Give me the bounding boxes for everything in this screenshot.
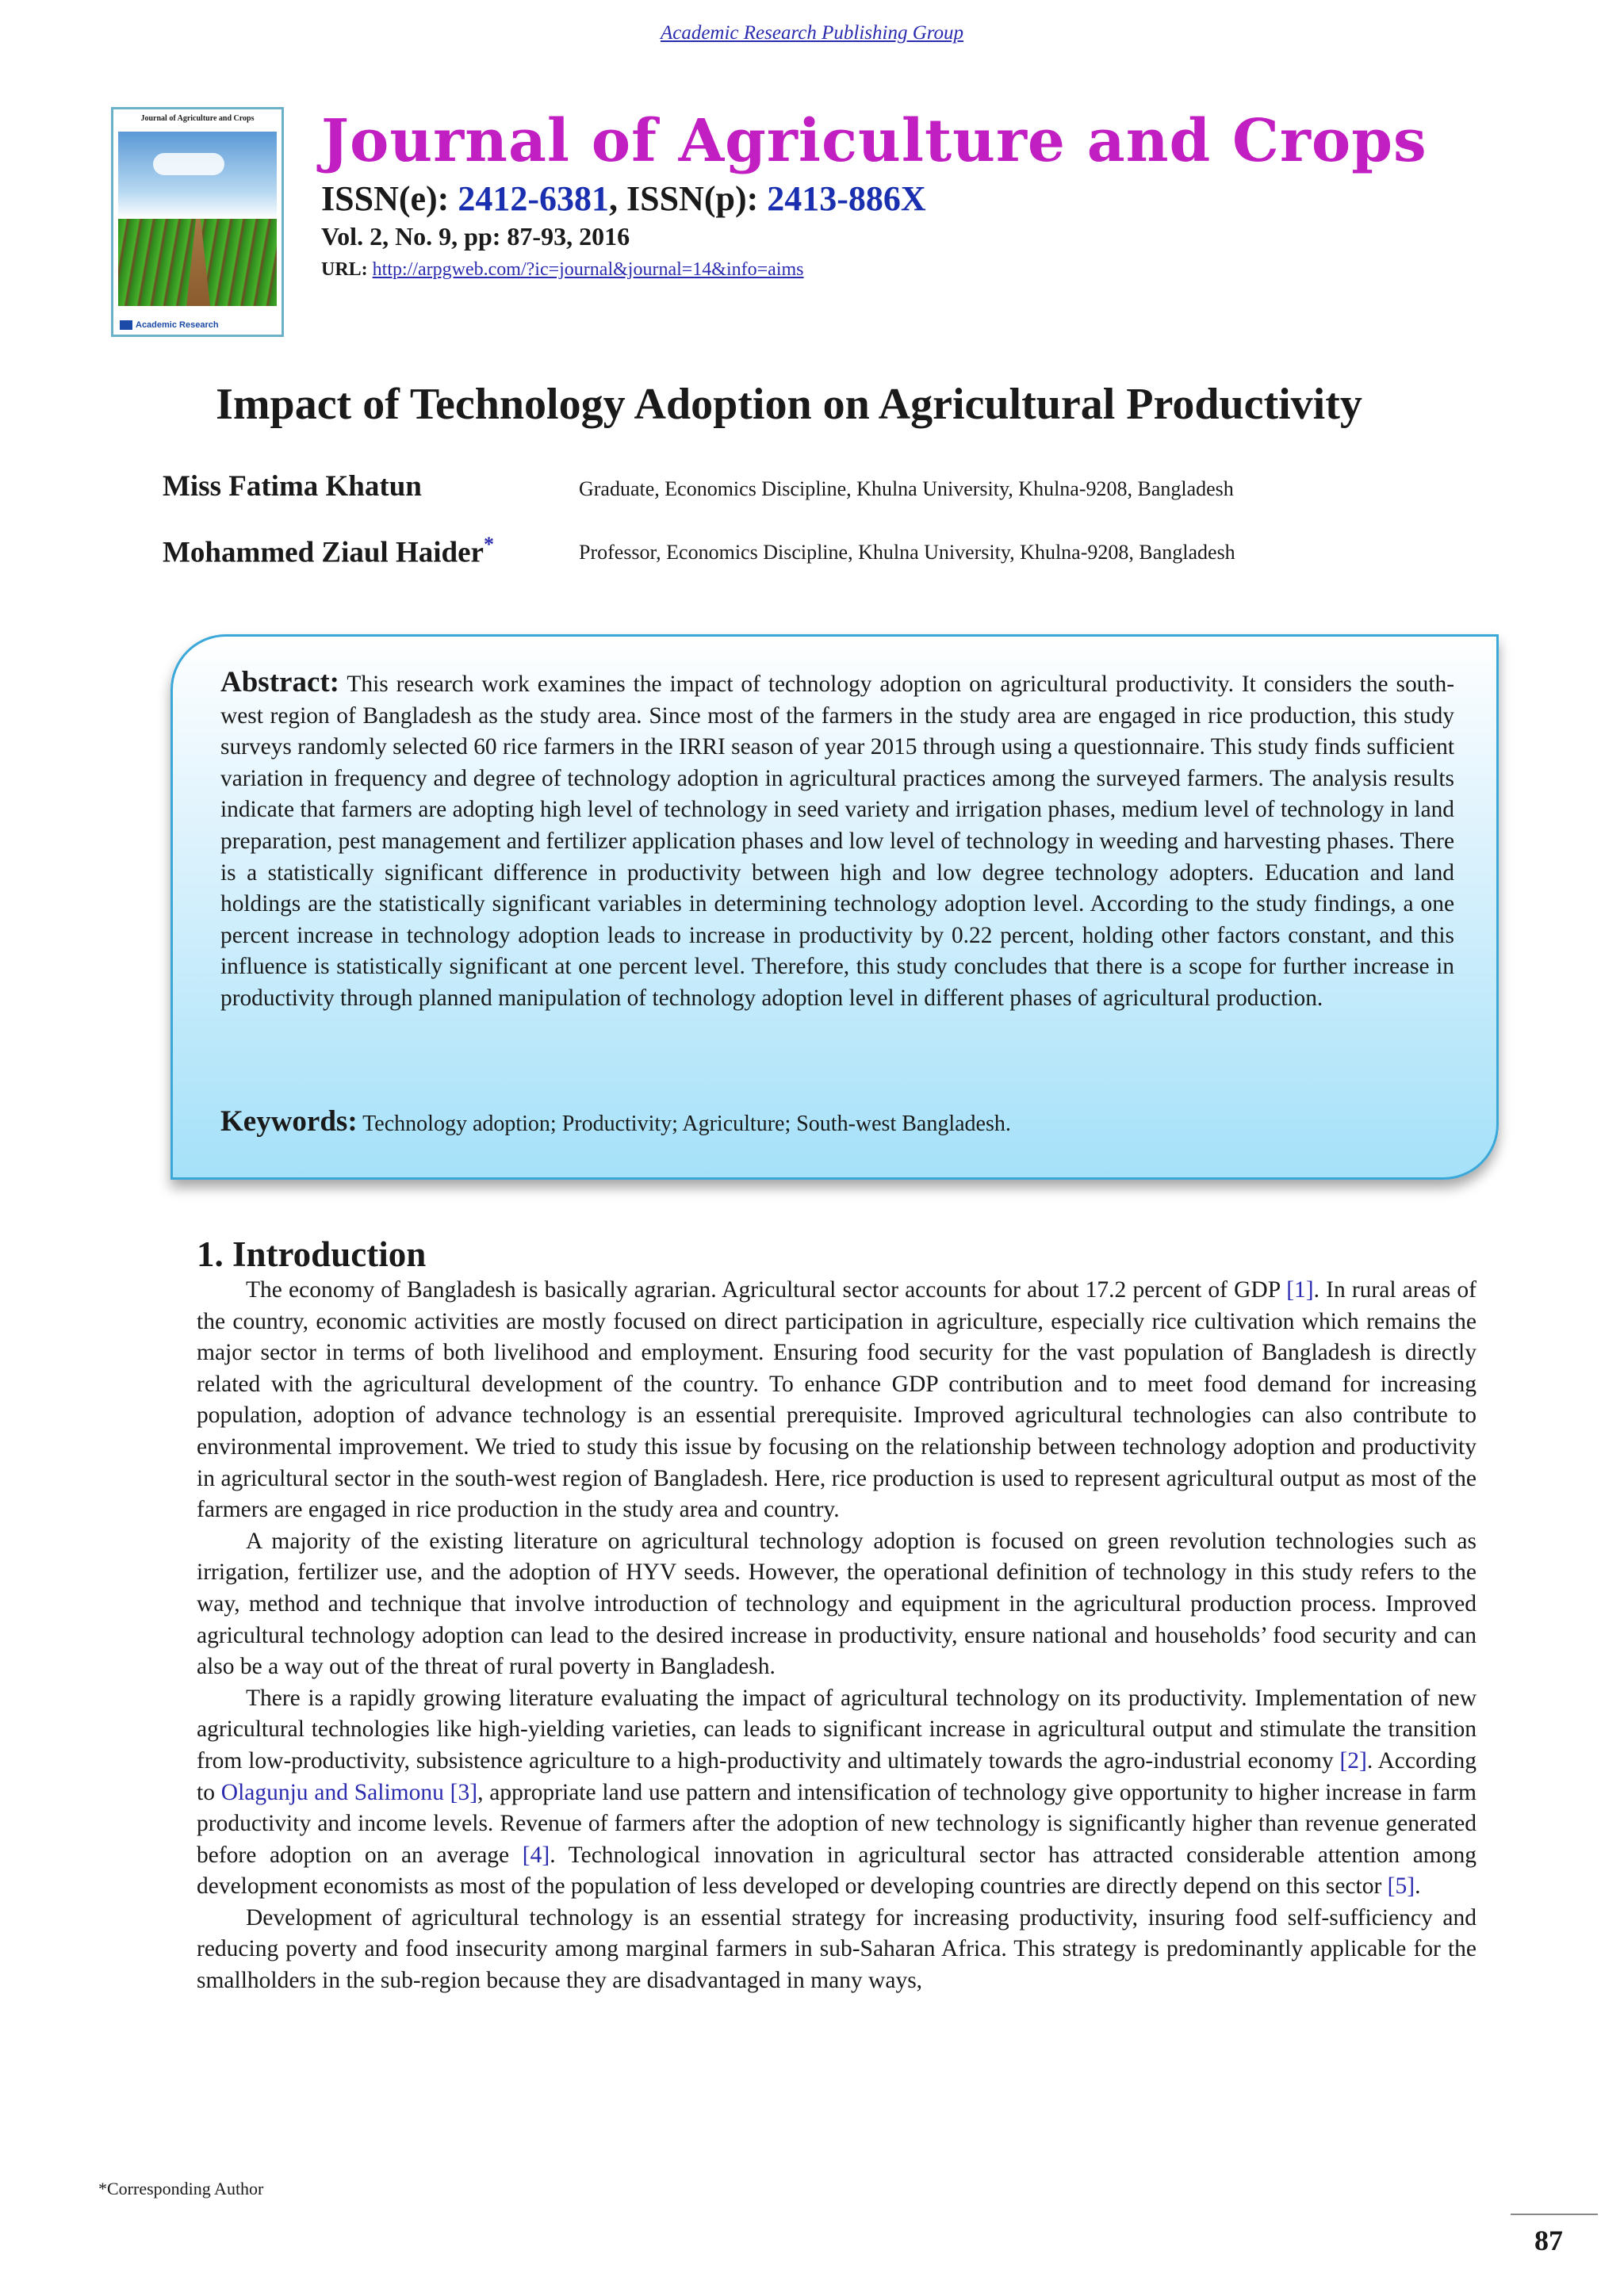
text-run: There is a rapidly growing literature evaluating the impact of agricultural technology on its productivity. Implementation of new agricultural technologies like high-yielding varieties, can leads to significant increase in agricultural output and stimulate the transition from low-productivity, subsistence agriculture to a high-productivity and ultimately towards the agro-industrial economy <box>197 1685 1477 1774</box>
volume-info: Vol. 2, No. 9, pp: 87-93, 2016 <box>321 222 630 251</box>
citation-link[interactable]: [1] <box>1286 1277 1314 1303</box>
issn-line <box>321 178 926 219</box>
abstract-label: Abstract: <box>220 666 340 698</box>
paragraph: A majority of the existing literature on agricultural technology adoption is focused on green revolution technologies such as irrigation, fertilizer use, and the adoption of HYV seeds. However, the operational definition of technology in this study refers to the way, method and technique that involve introduction of technology and equipment in the agricultural production process. Improved agricultural technology adoption can lead to the desired increase in productivity, ensure national and households’ food security and can also be a way out of the threat of rural poverty in Bangladesh. <box>197 1528 1477 1680</box>
text-run: . According to <box>197 1747 1477 1805</box>
abstract-box <box>170 634 1499 1180</box>
issn-e-label: ISSN(e): <box>321 179 458 218</box>
text-run: , appropriate land use pattern and intensification of technology give opportunity to higher increase in farm productivity and income levels. Revenue of farmers after the adoption of new technology is significantly higher than revenue generated before adoption on an average <box>197 1779 1477 1868</box>
keywords-text: Technology adoption; Productivity; Agriculture; South-west Bangladesh. <box>362 1112 1011 1136</box>
author-name-corresponding <box>163 533 494 569</box>
journal-cover-image <box>111 107 284 337</box>
paragraph: Development of agricultural technology is an essential strategy for increasing productivity, insuring food self-sufficiency and reducing poverty and food insecurity among marginal farmers in sub-Saharan Africa. This strategy is predominantly applicable for the smallholders in the sub-region because they are disadvantaged in many ways, <box>197 1904 1477 1994</box>
citation-link[interactable]: [4] <box>522 1842 550 1868</box>
abstract-body <box>220 667 1454 1015</box>
citation-link[interactable]: Olagunju and Salimonu [3] <box>220 1779 478 1805</box>
paragraph <box>197 1683 1477 1903</box>
citation-link[interactable]: [2] <box>1339 1747 1367 1774</box>
abstract-text: This research work examines the impact of technology adoption on agricultural productivity. It considers the south-west region of Bangladesh as the study area. Since most of the farmers in the study area are engaged in rice production, this study surveys randomly selected 60 rice farmers in the IRRI season of year 2015 through using a questionnaire. This study finds sufficient variation in frequency and degree of technology adoption in agricultural practices among the surveyed farmers. The analysis results indicate that farmers are adopting high level of technology in seed variety and irrigation phases, medium level of technology in land preparation, pest management and fertilizer application phases and low level of technology in weeding and harvesting phases. There is a statistically significant difference in productivity between high and low degree technology adopters. Education and land holdings are the statistically significant variables in determining technology adoption level. According to the study findings, a one percent increase in technology adoption leads to increase in productivity by 0.22 percent, holding other factors constant, and this influence is statistically significant at one percent level. Therefore, this study concludes that there is a scope for further increase in productivity through planned manipulation of technology adoption level in different phases of agricultural production. <box>220 672 1454 1011</box>
issn-p-label: , ISSN(p): <box>608 179 768 218</box>
author-affiliation: Professor, Economics Discipline, Khulna University, Khulna-9208, Bangladesh <box>579 541 1235 564</box>
cover-publisher-logo <box>120 320 219 330</box>
citation-link[interactable]: [5] <box>1387 1873 1415 1900</box>
paper-title: Impact of Technology Adoption on Agricultural Productivity <box>216 380 1362 429</box>
cover-logo-text: Academic Research <box>136 320 219 330</box>
paragraph <box>197 1275 1477 1526</box>
page-number: 87 <box>1534 2225 1563 2256</box>
text-run: . <box>1415 1873 1421 1900</box>
author-affiliation: Graduate, Economics Discipline, Khulna University, Khulna-9208, Bangladesh <box>579 477 1234 500</box>
author-name-text: Mohammed Ziaul Haider <box>163 536 484 569</box>
cover-title: Journal of Agriculture and Crops <box>140 114 255 123</box>
section-heading-introduction: 1. Introduction <box>197 1234 427 1274</box>
publisher-logo-icon <box>120 320 132 330</box>
journal-url-line <box>321 259 804 281</box>
publisher-link-text[interactable]: Academic Research Publishing Group <box>660 22 964 44</box>
corresponding-author-footnote: *Corresponding Author <box>98 2179 264 2198</box>
text-run: . In rural areas of the country, economic activities are mostly focused on direct participation in agriculture, especially rice cultivation which remains the major sector in terms of both livelihood and employment. Ensuring food security for the vast population of Bangladesh is directly related with the agricultural development of the country. To enhance GDP contribution and to meet food demand for increasing population, adoption of advance technology is an essential prerequisite. Improved agricultural technologies can also contribute to environmental improvement. We tried to study this issue by focusing on the relationship between technology adoption and productivity in agricultural sector in the south-west region of Bangladesh. Here, rice production is used to represent agricultural output as most of the farmers are engaged in rice production in the study area and country. <box>197 1277 1477 1523</box>
url-label: URL: <box>321 259 373 280</box>
page-number-rule <box>1511 2214 1598 2215</box>
keywords-line <box>220 1104 1457 1138</box>
journal-url-link[interactable]: http://arpgweb.com/?ic=journal&journal=14&info=aims <box>372 259 804 280</box>
introduction-body <box>197 1275 1477 1997</box>
text-run: . Technological innovation in agricultural sector has attracted considerable attention among development economists as most of the population of less developed or developing countries are directly depend on this sector <box>197 1842 1477 1900</box>
corresponding-marker: * <box>483 533 494 556</box>
cover-sky <box>118 132 277 219</box>
publisher-link[interactable] <box>0 22 1624 44</box>
issn-e-number: 2412-6381 <box>458 179 609 218</box>
cover-cloud <box>153 153 224 175</box>
issn-p-number: 2413-886X <box>767 179 926 218</box>
keywords-label: Keywords: <box>220 1105 358 1138</box>
text-run: The economy of Bangladesh is basically agrarian. Agricultural sector accounts for about 17.2 percent of GDP <box>246 1277 1287 1303</box>
author-name: Miss Fatima Khatun <box>163 470 422 503</box>
journal-title: Journal of Agriculture and Crops <box>321 107 1427 175</box>
